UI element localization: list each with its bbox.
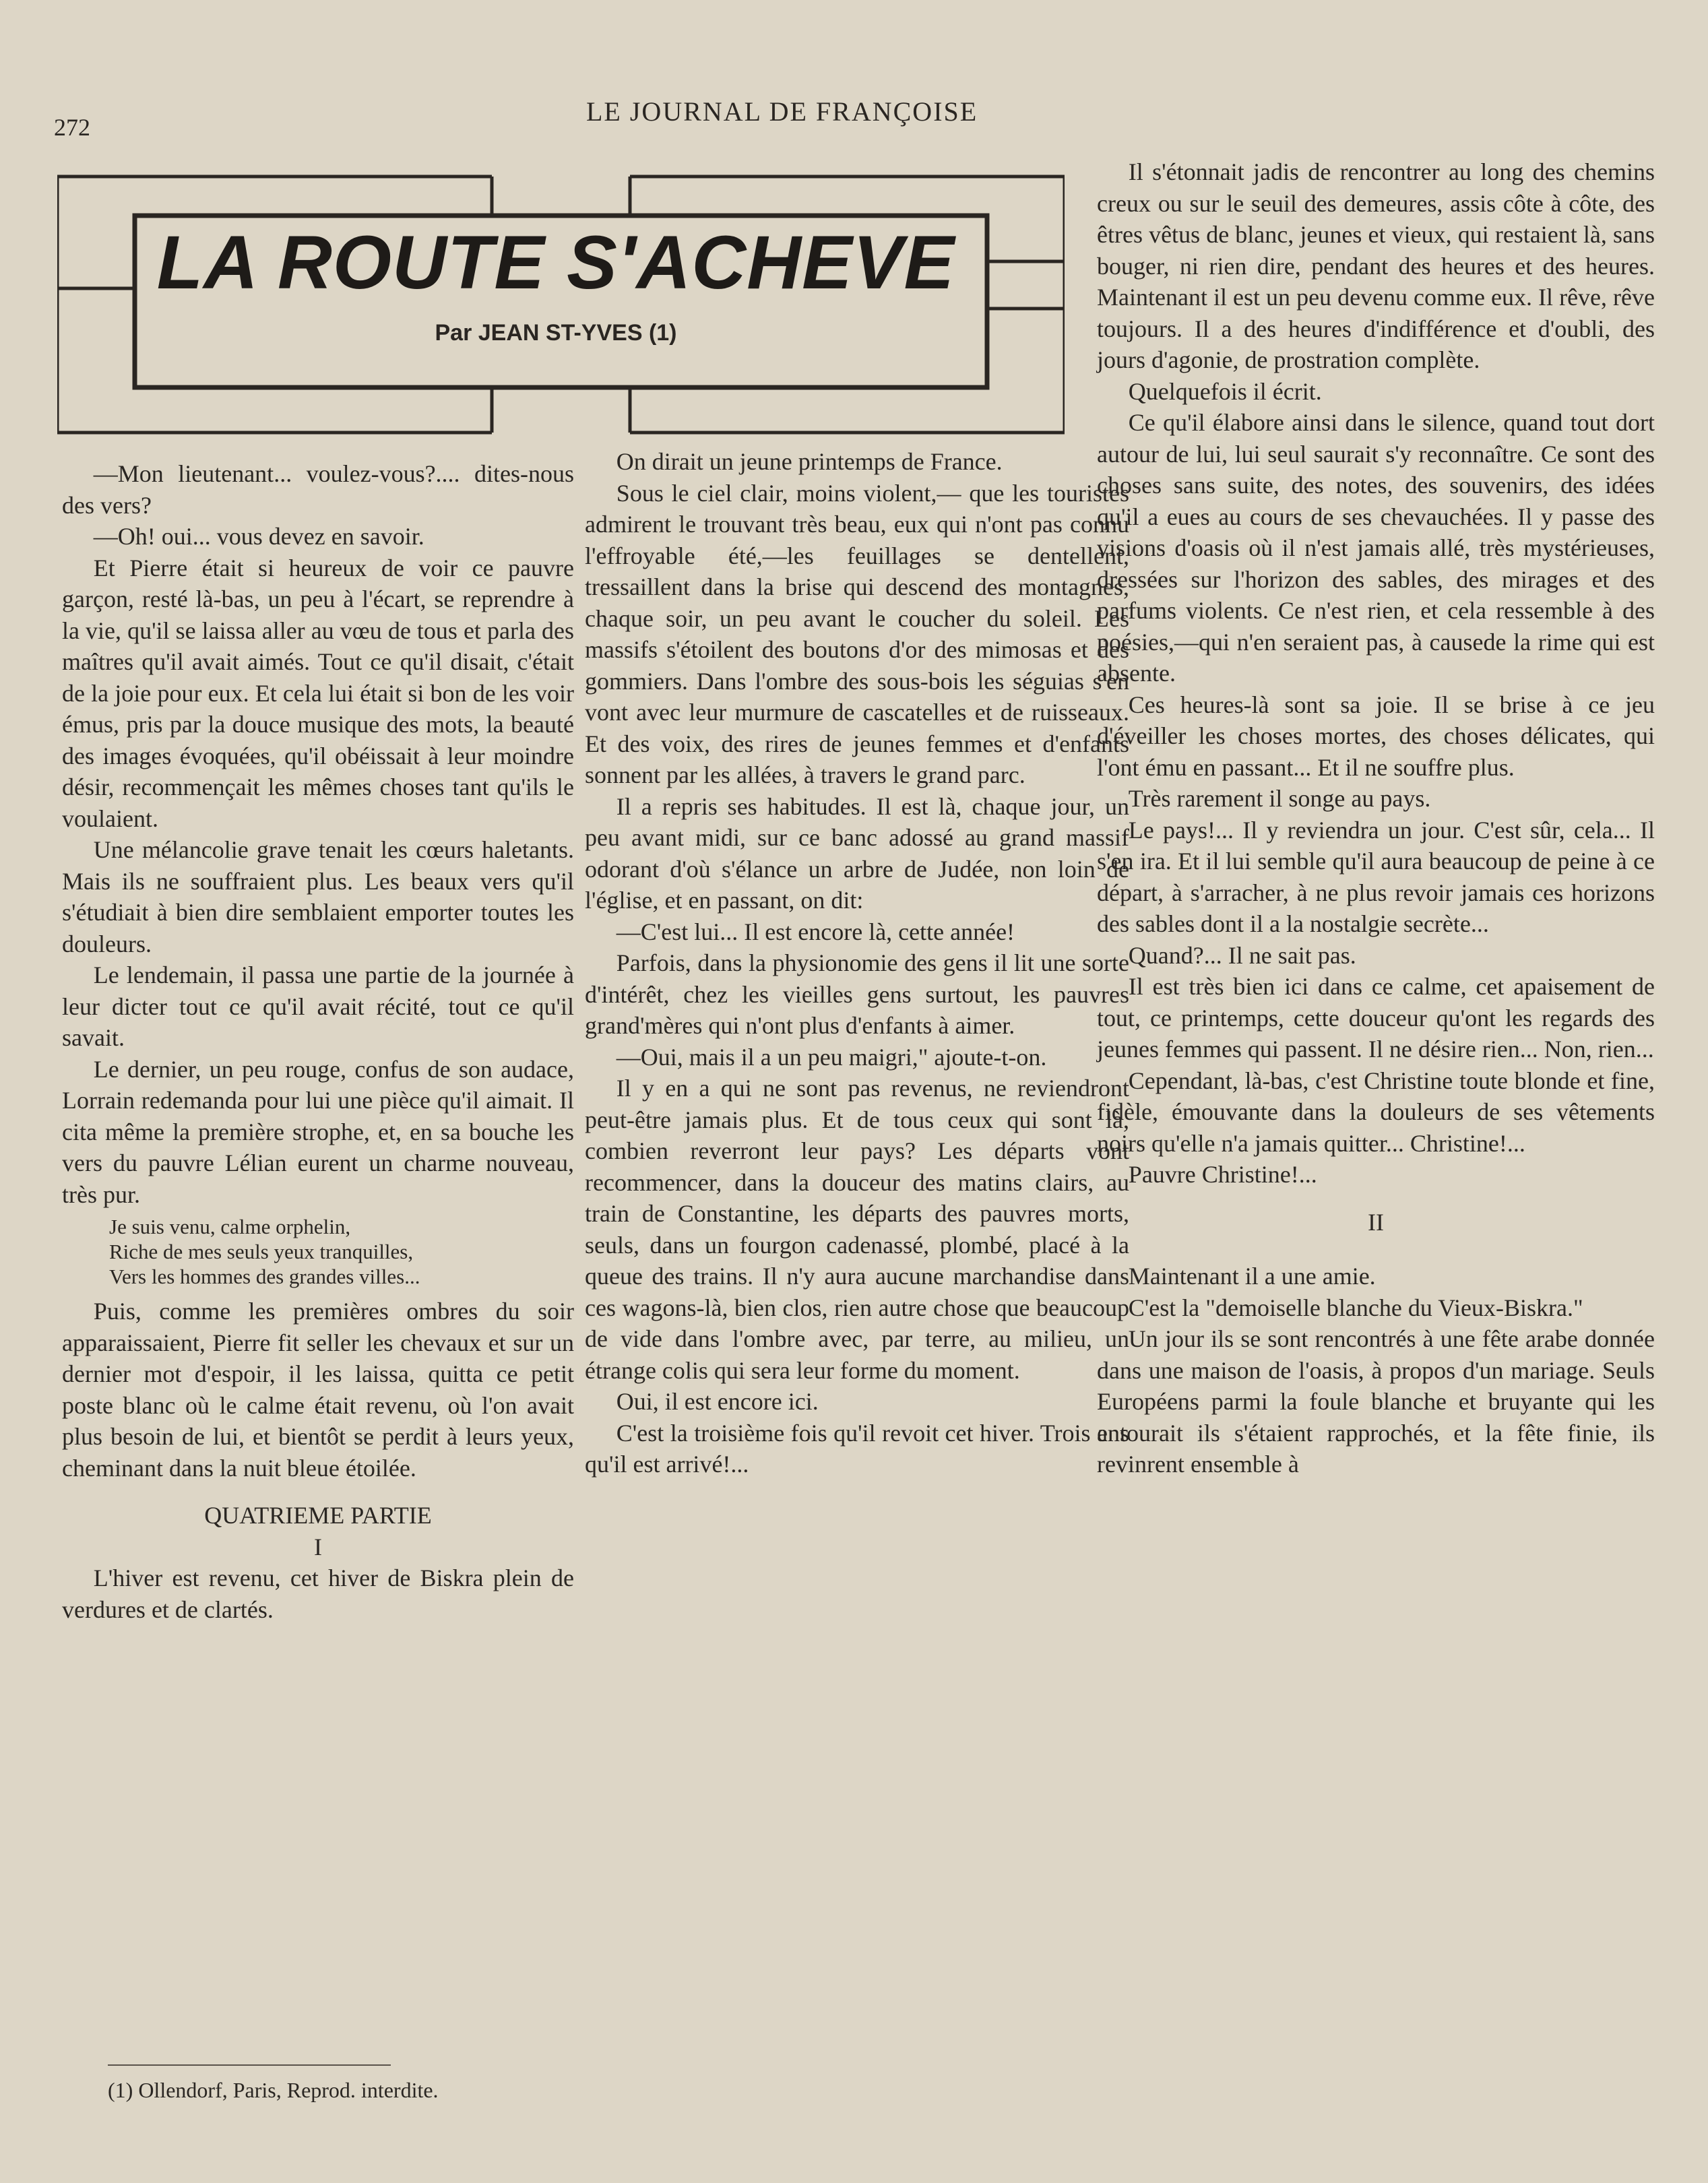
paragraph: Sous le ciel clair, moins violent,— que les touristes admirent le trouvant très beau, eux qui n'ont pas connu l'effroyable été,—les feuillages se dentellent, tressaillent dans la brise qui descend des montagnes, chaque soir, un peu avant le coucher du soleil. Les massifs s'étoilent des boutons d'or des mimosas et des gommiers. Dans l'ombre des sous-bois les séguias s'en vont avec leur murmure de cascatelles et de ruisseaux. Et des voix, des rires de jeunes femmes et d'enfants sonnent par les allées, à travers le grand parc.	[585, 479, 1129, 788]
paragraph: Un jour ils se sont rencontrés à une fête arabe donnée dans une maison de l'oasis, à propos d'un mariage. Seuls Européens parmi la foule blanche et bruyante qui les entourait ils s'étaient rapprochés, et la fête finie, ils revinrent ensemble à	[1097, 1325, 1655, 1478]
poem-excerpt	[109, 1214, 574, 1289]
paragraph: Parfois, dans la physionomie des gens il lit une sorte d'intérêt, chez les vieilles gens surtout, les pauvres grand'mères qui n'ont plus d'enfants à aimer.	[585, 949, 1129, 1039]
paragraph: On dirait un jeune printemps de France.	[616, 448, 1003, 475]
paragraph: Cependant, là-bas, c'est Christine toute blonde et fine, fidèle, émouvante dans la douleurs de ses vêtements noirs qu'elle n'a jamais quitter... Christine!...	[1097, 1067, 1655, 1157]
paragraph: Pauvre Christine!...	[1128, 1161, 1317, 1188]
article-byline: Par JEAN ST-YVES (1)	[435, 320, 677, 346]
column-3	[1097, 156, 1655, 1480]
paragraph: Puis, comme les premières ombres du soir apparaissaient, Pierre fit seller les chevaux et sur un dernier mot d'espoir, il les laissa, quitta ce petit poste blanc où le calme était revenu, où l'on avait plus besoin de lui, et bientôt se perdit à leurs yeux, cheminant dans la nuit bleue étoilée.	[62, 1298, 574, 1482]
paragraph: Très rarement il songe au pays.	[1128, 785, 1431, 812]
paragraph: —Oui, mais il a un peu maigri," ajoute-t-on.	[616, 1043, 1047, 1071]
paragraph: —C'est lui... Il est encore là, cette année!	[616, 918, 1015, 945]
article-title: LA ROUTE S'ACHEVE	[156, 220, 955, 305]
paragraph: Il y en a qui ne sont pas revenus, ne reviendront peut-être jamais plus. Et de tous ceux qui sont là, combien reverront leur pays? Les départs vont recommencer, dans la douceur des matins clairs, au train de Constantine, les départs des pauvres morts, seuls, dans un fourgon cadenassé, plombé, placé à la queue des trains. Il n'y aura aucune marchandise dans ces wagons-là, bien clos, rien autre chose que beaucoup de vide dans l'ombre avec, par terre, au milieu, un étrange colis qui sera leur forme du moment.	[585, 1075, 1129, 1384]
running-head: LE JOURNAL DE FRANÇOISE	[586, 96, 978, 127]
part-heading: QUATRIEME PARTIE	[204, 1502, 432, 1529]
paragraph: Quand?... Il ne sait pas.	[1128, 941, 1356, 969]
paragraph: Le pays!... Il y reviendra un jour. C'est sûr, cela... Il s'en ira. Et il lui semble qu'il aura beaucoup de peine à ce départ, à s'arracher, à ne plus revoir jamais ces horizons des sables dont il a la nostalgie secrète...	[1097, 816, 1655, 937]
paragraph: Le dernier, un peu rouge, confus de son audace, Lorrain redemanda pour lui une pièce qu'il aimait. Il cita même la première strophe, et, en sa bouche les vers du pauvre Lélian eurent un charme nouveau, très pur.	[62, 1055, 574, 1208]
paragraph: Oui, il est encore ici.	[616, 1388, 819, 1415]
paragraph: L'hiver est revenu, cet hiver de Biskra plein de verdures et de clartés.	[62, 1564, 574, 1623]
paragraph: Il a repris ses habitudes. Il est là, chaque jour, un peu avant midi, sur ce banc adossé au grand massif odorant d'où s'élance un arbre de Judée, non loin de l'église, et en passant, on dit:	[585, 792, 1129, 914]
paragraph: C'est la troisième fois qu'il revoit cet hiver. Trois ans qu'il est arrivé!...	[585, 1419, 1129, 1478]
paragraph: Ce qu'il élabore ainsi dans le silence, quand tout dort autour de lui, lui seul saurait s'y reconnaître. Ce sont des choses sans suite, des notes, des souvenirs, des idées qu'il a eues au cours de ses chevauchées. Il y passe des visions d'oasis où il n'est jamais allé, très mystérieuses, dressées sur l'horizon des sables, des mirages et des parfums violents. Ce n'est rien, et cela ressemble à des poésies,—qui n'en seraient pas, à causede la rime qui est absente.	[1097, 409, 1655, 687]
poem-line: Je suis venu, calme orphelin,	[109, 1215, 351, 1238]
paragraph: Il est très bien ici dans ce calme, cet apaisement de tout, ce printemps, cette douceur qu'ont les regards des jeunes femmes qui passent. Il ne désire rien... Non, rien...	[1097, 973, 1655, 1063]
page-number: 272	[54, 114, 90, 141]
section-number: I	[314, 1533, 322, 1560]
footnote: (1) Ollendorf, Paris, Reprod. interdite.	[108, 2078, 439, 2102]
paragraph: Ces heures-là sont sa joie. Il se brise à ce jeu d'éveiller les choses mortes, des choses délicates, qui l'ont ému en passant... Et il ne souffre plus.	[1097, 691, 1655, 781]
paragraph: Une mélancolie grave tenait les cœurs haletants. Mais ils ne souffraient plus. Les beaux vers qu'il s'étudiait à bien dire semblaient emporter toutes les douleurs.	[62, 836, 574, 957]
poem-line: Riche de mes seuls yeux tranquilles,	[109, 1240, 414, 1263]
paragraph: Et Pierre était si heureux de voir ce pauvre garçon, resté là-bas, un peu à l'écart, se reprendre à la vie, qu'il se laissa aller au vœu de tous et parla des maîtres qu'il avait aimés. Tout ce qu'il disait, c'était de la joie pour eux. Et cela lui était si bon de les voir émus, pris par la douce musique des mots, la beauté des images évoquées, qu'il obéissait à leur moindre désir, recommençait les mêmes choses tant qu'ils le voulaient.	[62, 554, 574, 832]
footnote-rule	[108, 2064, 391, 2066]
paragraph: Maintenant il a une amie.	[1128, 1263, 1376, 1290]
column-1	[62, 458, 574, 1625]
section-number: II	[1368, 1208, 1384, 1236]
paragraph: —Mon lieutenant... voulez-vous?.... dites-nous des vers?	[62, 460, 574, 519]
poem-line: Vers les hommes des grandes villes...	[109, 1265, 420, 1288]
paragraph: Quelquefois il écrit.	[1128, 377, 1322, 405]
paragraph: Le lendemain, il passa une partie de la journée à leur dicter tout ce qu'il avait récité, tout ce qu'il savait.	[62, 961, 574, 1051]
column-2	[585, 446, 1129, 1480]
paragraph: C'est la "demoiselle blanche du Vieux-Biskra."	[1128, 1294, 1583, 1321]
paragraph: Il s'étonnait jadis de rencontrer au long des chemins creux ou sur le seuil des demeures, assis côte à côte, des êtres vêtus de blanc, jeunes et vieux, qui restaient là, sans bouger, ni rien dire, pendant des heures et des heures. Maintenant il est un peu devenu comme eux. Il rêve, rêve toujours. Il a des heures d'indifférence et d'oubli, des jours d'agonie, de prostration complète.	[1097, 158, 1655, 373]
paragraph: —Oh! oui... vous devez en savoir.	[93, 523, 424, 550]
